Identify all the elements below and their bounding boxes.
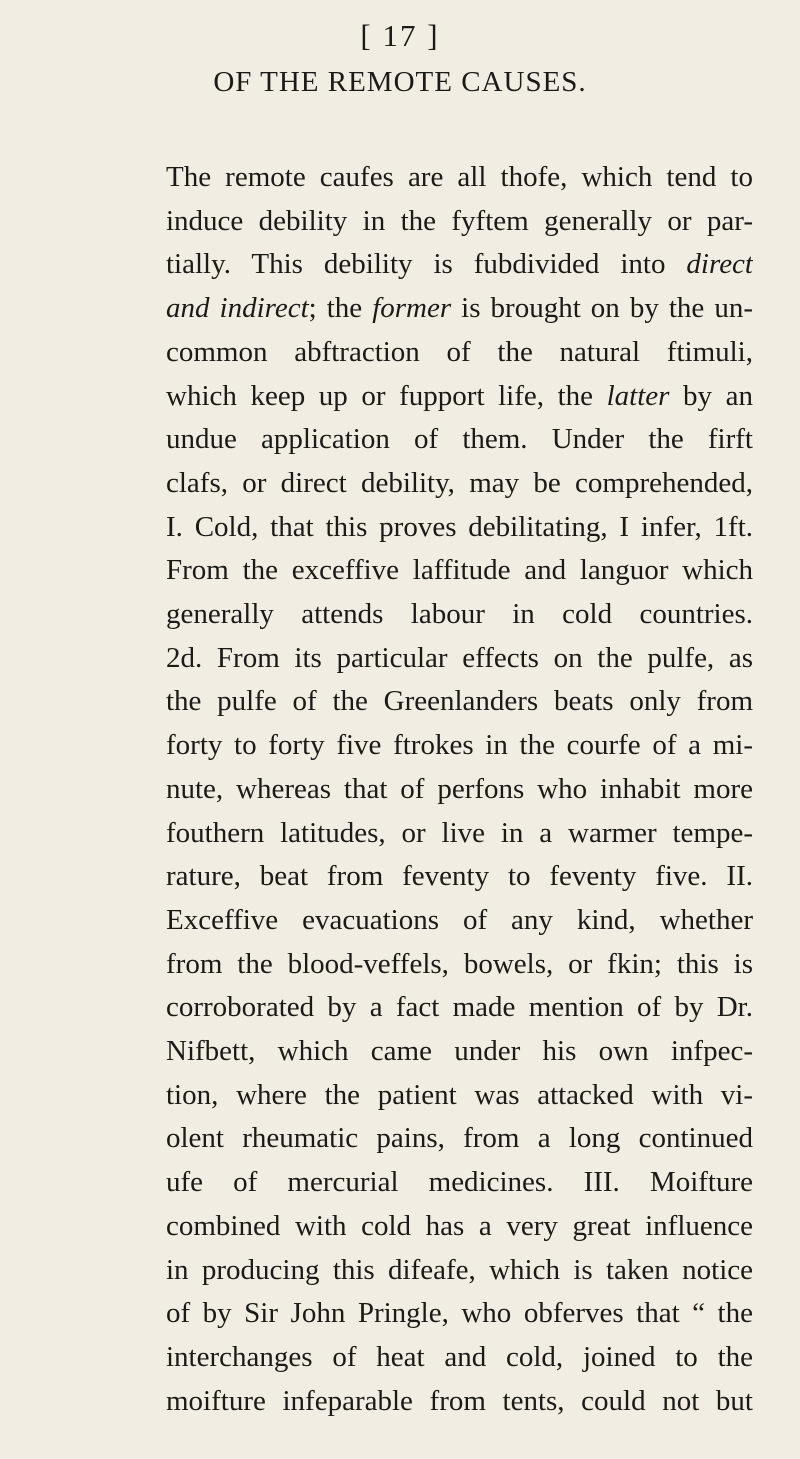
text-line: in producing this difeafe, which is taken notice <box>166 1253 753 1286</box>
italic-word: former <box>372 292 452 325</box>
text-line: I. Cold, that this proves debilitating, I infer, 1ft. <box>166 510 753 543</box>
text-line: undue application of them. Under the firft <box>166 423 753 456</box>
text-line: The remote caufes are all thofe, which tend to <box>166 161 753 193</box>
page-number: [ 17 ] <box>360 18 440 53</box>
text-line: fouthern latitudes, or live in a warmer tempe- <box>166 816 753 849</box>
text-line: Nifbett, which came under his own infpec- <box>166 1035 753 1067</box>
italic-word: latter <box>606 379 670 412</box>
text-line: tially. This debility is fubdivided into direct <box>166 248 753 281</box>
text-line: tion, where the patient was attacked with vi- <box>166 1078 753 1111</box>
section-heading: OF THE REMOTE CAUSES. <box>213 66 587 98</box>
text-line: common abftraction of the natural ftimuli, <box>166 335 753 368</box>
italic-word: indirect <box>219 292 309 325</box>
text-line: ufe of mercurial medicines. III. Moifture <box>166 1166 753 1199</box>
text-line: interchanges of heat and cold, joined to the <box>166 1340 753 1373</box>
text-line: clafs, or direct debility, may be comprehended, <box>166 466 753 499</box>
text-line: nute, whereas that of perfons who inhabit more <box>166 772 753 805</box>
text-line: 2d. From its particular effects on the pulfe, as <box>166 641 753 674</box>
text-line: corroborated by a fact made mention of by Dr. <box>166 991 753 1024</box>
text-line: Exceffive evacuations of any kind, whether <box>166 903 753 936</box>
text-line: and indirect; the former is brought on by the un- <box>166 292 753 325</box>
text-line: from the blood-veffels, bowels, or fkin; this is <box>166 947 753 980</box>
text-line: rature, beat from feventy to feventy five. II. <box>166 860 753 893</box>
text-line: of by Sir John Pringle, who obferves that “ the <box>166 1297 753 1330</box>
text-line: moifture infeparable from tents, could not but <box>166 1384 753 1417</box>
text-line: olent rheumatic pains, from a long continued <box>166 1122 753 1155</box>
italic-word: and <box>166 292 220 325</box>
text-line: the pulfe of the Greenlanders beats only from <box>166 685 753 718</box>
text-line: From the exceffive laffitude and languor which <box>166 554 753 587</box>
text-line: generally attends labour in cold countries. <box>166 598 753 630</box>
italic-word: direct <box>686 248 753 281</box>
text-line: induce debility in the fyftem generally or par- <box>166 204 753 237</box>
text-line: forty to forty five ftrokes in the courfe of a mi- <box>166 729 753 762</box>
text-line: combined with cold has a very great influence <box>166 1209 753 1242</box>
text-line: which keep up or fupport life, the latter by an <box>166 379 753 412</box>
